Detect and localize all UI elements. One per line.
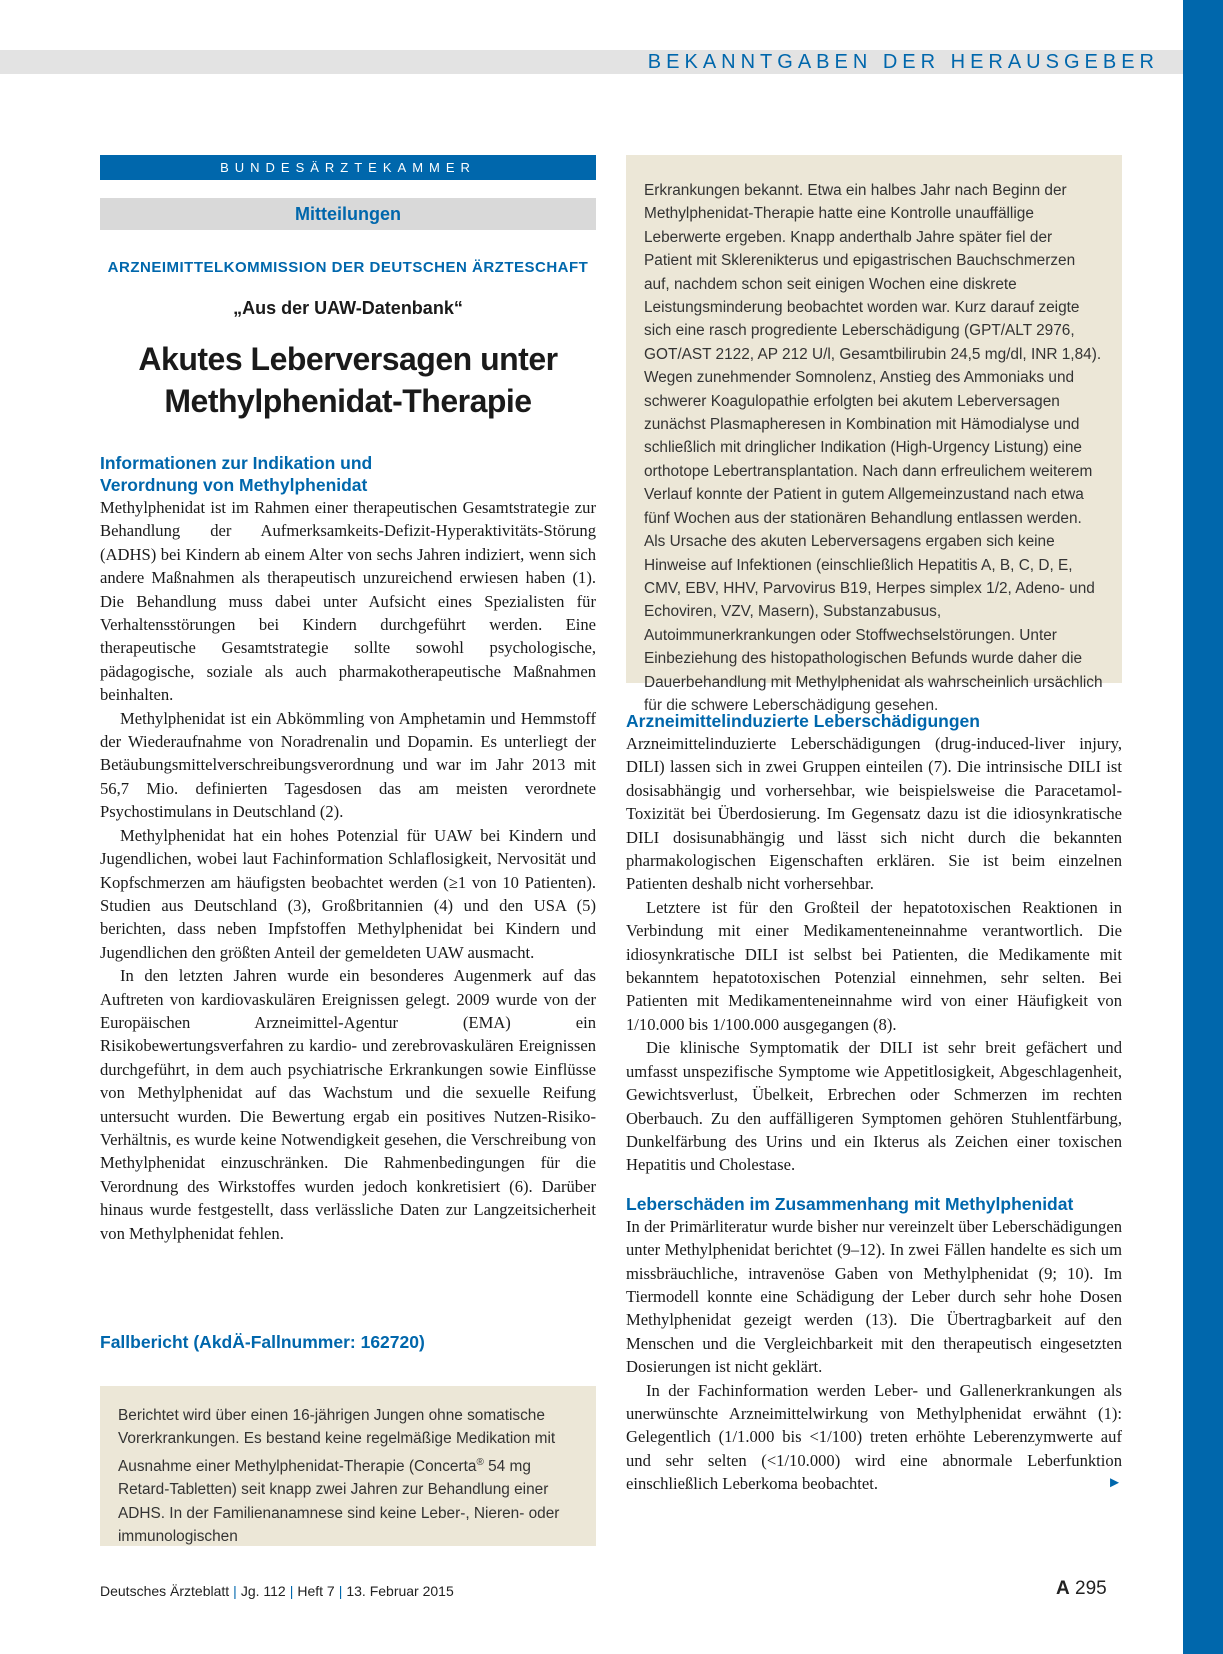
left-body-1 xyxy=(100,496,596,1245)
paragraph: Die klinische Symptomatik der DILI ist sehr breit gefächert und umfasst unspezifische Symptome wie Appetitlosigkeit, Abgeschlagenheit, Gewichtsverlust, Übelkeit, Erbrechen oder Schmerzen im rechten Oberbauch. Zu den auffälligeren Symptomen gehören Stuhlentfärbung, Dunkelfärbung des Urins und ein Ikterus als Zeichen einer toxischen Hepatitis und Cholestase. xyxy=(626,1038,1122,1175)
right-body-1 xyxy=(626,732,1122,1177)
volume: Jg. 112 xyxy=(240,1583,286,1599)
journal-name: Deutsches Ärzteblatt xyxy=(100,1583,230,1599)
section-header: BEKANNTGABEN DER HERAUSGEBER xyxy=(647,51,1159,73)
heading-dili: Arzneimittelinduzierte Leberschädigungen xyxy=(626,711,980,731)
paragraph: Letztere ist für den Großteil der hepatotoxischen Reaktionen in Verbindung mit einer Medikamenteneinnahme verantwortlich. Die idiosynkratische DILI ist selbst bei Patienten, die Medikamente mit bekanntem hepatotoxischen Potenzial einnehmen, sehr selten. Bei Patienten mit Medikamenteneinnahme wird von einer Häufigkeit von 1/10.000 bis 1/100.000 ausgegangen (8). xyxy=(626,897,1122,1034)
heading-fallbericht: Fallbericht (AkdÄ-Fallnummer: 162720) xyxy=(100,1332,425,1352)
continue-arrow-icon: ► xyxy=(1107,1475,1122,1492)
page-edge-strip xyxy=(1183,0,1223,1654)
case-report-text-continued: Erkrankungen bekannt. Etwa ein halbes Jahr nach Beginn der Methylphenidat-Therapie hatte eine Kontrolle unauffällige Leberwerte ergeben. Knapp anderthalb Jahre später fiel der Patient mit Sklerenikterus und epigastrischen Bauchschmerzen auf, nachdem schon seit einigen Wochen eine diskrete Leistungsminderung beobachtet worden war. Kurz darauf zeigte sich eine rasch progrediente Leberschädigung (GPT/ALT 2976, GOT/AST 2122, AP 212 U/l, Gesamtbilirubin 24,5 mg/dl, INR 1,84). Wegen zunehmender Somnolenz, Anstieg des Ammoniaks und schwerer Koagulopathie erfolgten bei akutem Leberversagen zunächst Plasmapheresen in Kombination mit Hämodialyse und schließlich mit dringlicher Indikation (High-Urgency Listung) eine orthotope Lebertransplantation. Nach dann erfreulichem weiterem Verlauf konnte der Patient in gutem Allgemeinzustand nach etwa fünf Wochen aus der stationären Behandlung entlassen werden. Als Ursache des akuten Leberversagens ergaben sich keine Hinweise auf Infektionen (einschließlich Hepatitis A, B, C, D, E, CMV, EBV, HHV, Parvovirus B19, Herpes simplex 1/2, Adeno- und Echoviren, VZV, Masern), Substanzabusus, Autoimmunerkrankungen oder Stoffwechselstörungen. Unter Einbeziehung des histopathologischen Befunds wurde daher die Dauerbehandlung mit Methylphenidat als wahrscheinlich ursächlich für die schwere Leberschädigung gesehen. xyxy=(644,182,1103,714)
paragraph: Arzneimittelinduzierte Leberschädigungen (drug-induced-liver injury, DILI) lassen sich in zwei Gruppen einteilen (7). Die intrinsische DILI ist dosisabhängig und vorhersehbar, wie beispielsweise die Paracetamol-Toxizität bei Überdosierung. Im Gegensatz dazu ist die idiosynkratische DILI dosisunabhängig und lässt sich nicht durch die bekannten pharmakologischen Eigenschaften erklären. Sie ist beim einzelnen Patienten deshalb nicht vorhersehbar. xyxy=(626,734,1122,894)
mitteilungen-bar: Mitteilungen xyxy=(100,198,596,230)
left-column xyxy=(100,452,596,1245)
issue-date: 13. Februar 2015 xyxy=(346,1583,454,1599)
article-title xyxy=(100,338,596,422)
right-column xyxy=(626,710,1122,1496)
case-report-box-part-1 xyxy=(100,1386,596,1546)
registered-mark: ® xyxy=(476,1456,484,1468)
right-body-2 xyxy=(626,1215,1122,1496)
case-report-text: Berichtet wird über einen 16-jährigen Jungen ohne somatische Vorerkrankungen. Es bestand keine regelmäßige Medikation mit Ausnahme einer Methylphenidat-Therapie (Concerta® 54 mg Retard-Tabletten) seit knapp zwei Jahren zur Behandlung einer ADHS. In der Familienanamnese sind keine Leber-, Nieren- oder immunologischen xyxy=(118,1407,560,1546)
footer-citation xyxy=(100,1583,454,1599)
page-number: A 295 xyxy=(1056,1578,1107,1599)
divider: | xyxy=(233,1583,237,1599)
divider: | xyxy=(338,1583,343,1599)
kicker-bar: BUNDESÄRZTEKAMMER xyxy=(100,155,596,180)
paragraph: In der Primärliteratur wurde bisher nur vereinzelt über Leberschädigungen unter Methylphenidat berichtet (9–12). In zwei Fällen handelte es sich um missbräuchliche, intravenöse Gaben von Methylphenidat (9; 10). Im Tiermodell konnte eine Schädigung der Leber durch sehr hohe Dosen Methylphenidat gezeigt werden (13). Die Übertragbarkeit auf den Menschen und die Vergleichbarkeit mit den therapeutisch eingesetzten Dosierungen ist nicht geklärt. xyxy=(626,1216,1122,1377)
heading-indikation: Informationen zur Indikation und Verordnung von Methylphenidat xyxy=(100,453,373,495)
paragraph: Methylphenidat hat ein hohes Potenzial für UAW bei Kindern und Jugendlichen, wobei laut Fachinformation Schlaflosigkeit, Nervosität und Kopfschmerzen am häufigsten beobachtet werden (≥1 von 10 Patienten). Studien aus Deutschland (3), Großbritannien (4) und den USA (5) berichten, dass neben Impfstoffen Methylphenidat bei Kindern und Jugendlichen den größten Anteil der gemeldeten UAW ausmacht. xyxy=(100,825,596,962)
paragraph: In den letzten Jahren wurde ein besonderes Augenmerk auf das Auftreten von kardiovaskulären Ereignissen gelegt. 2009 wurde von der Europäischen Arzneimittel-Agentur (EMA) ein Risikobewertungsverfahren zu kardio- und zerebrovaskulären Ereignissen durchgeführt, in dem auch psychiatrische Erkrankungen sowie Einflüsse von Methylphenidat auf das Wachstum und die sexuelle Reifung untersucht wurden. Die Bewertung ergab ein positives Nutzen-Risiko-Verhältnis, es wurde keine Notwendigkeit gesehen, die Verschreibung von Methylphenidat einzuschränken. Die Rahmenbedingungen für die Verordnung des Wirkstoffes wurden jedoch konkretisiert (6). Darüber hinaus wurde festgestellt, dass verlässliche Daten zur Langzeitsicherheit von Methylphenidat fehlen. xyxy=(100,966,596,1243)
issue: Heft 7 xyxy=(297,1583,335,1599)
title-line-1: Akutes Leberversagen unter xyxy=(138,341,558,377)
paragraph-last: In der Fachinformation werden Leber- und Gallenerkrankungen als unerwünschte Arzneimittelwirkung von Methylphenidat erwähnt (1): Gelegentlich (1/1.000 bis <1/100) treten erhöhte Leberenzymwerte auf und sehr selten (<1/10.000) wird eine abnormale Leberfunktion einschließlich Leberkoma beobachtet. ► xyxy=(626,1379,1122,1496)
series-title: „Aus der UAW-Datenbank“ xyxy=(233,298,463,318)
case-report-box-part-2 xyxy=(626,155,1122,714)
divider: | xyxy=(289,1583,294,1599)
paragraph: Methylphenidat ist im Rahmen einer therapeutischen Gesamtstrategie zur Behandlung der Aufmerksamkeits-Defizit-Hyperaktivitäts-Störung (ADHS) bei Kindern ab einem Alter von sechs Jahren indiziert, wenn sich andere Maßnahmen als therapeutisch unzureichend erwiesen haben (1). Die Behandlung muss dabei unter Aufsicht eines Spezialisten für Verhaltensstörungen bei Kindern durchgeführt werden. Eine therapeutische Gesamtstrategie sollte sowohl psychologische, pädagogische, soziale als auch pharmakotherapeutische Maßnahmen beinhalten. xyxy=(100,498,596,705)
organization-name: ARZNEIMITTELKOMMISSION DER DEUTSCHEN ÄRZTESCHAFT xyxy=(107,259,589,276)
title-line-2: Methylphenidat-Therapie xyxy=(164,383,532,419)
heading-leberschaeden: Leberschäden im Zusammenhang mit Methylphenidat xyxy=(626,1193,1074,1214)
fallbericht-heading-wrap xyxy=(100,1331,596,1353)
paragraph: Methylphenidat ist ein Abkömmling von Amphetamin und Hemmstoff der Wiederaufnahme von Noradrenalin und Dopamin. Es unterliegt der Betäubungsmittelverschreibungsverordnung und war im Jahr 2013 mit 56,7 Mio. definierten Tagesdosen das am meisten verordnete Psychostimulans in Deutschland (2). xyxy=(100,708,596,822)
